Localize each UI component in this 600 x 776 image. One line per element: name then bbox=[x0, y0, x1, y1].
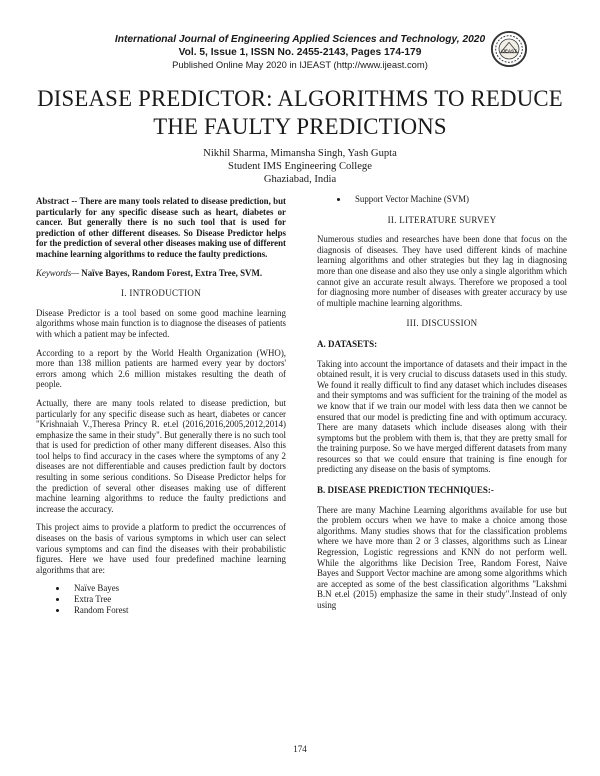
abstract-text: There are many tools related to disease prediction, but particularly for any specific disease such as heart, diabetes or cancer. But generally there is no such tool that is used for prediction of other different diseases. So Disease Predictor helps for the prediction of several other diseases making use of different machine learning algorithms to reduce the faulty predictions. bbox=[36, 196, 286, 259]
list-item: • Random Forest bbox=[68, 605, 286, 616]
keywords-label: Keywords— bbox=[36, 267, 80, 278]
paper-title: DISEASE PREDICTOR: ALGORITHMS TO REDUCE THE FAULTY PREDICTIONS bbox=[37, 86, 563, 139]
journal-logo bbox=[490, 30, 528, 68]
abstract bbox=[36, 196, 286, 260]
datasets-text: Taking into account the importance of datasets and their impact in the obtained result, it is very crucial to discuss datasets used in this study. We found it really difficult to find any dataset which includes diseases and their symptoms and was sufficient for the training of the model as we know that if we train our model with less data then we cannot be ensured that our model is predicting fine and with optimum accuracy. There are many datasets which include diseases along with their symptoms but the problem with them is, that they are pretty small for the training purpose. So we have merged different datasets from many resources so that we could ensure that training is fine enough for predicting any disease on the basis of symptoms. bbox=[317, 358, 567, 475]
svg-text:IJEAST: IJEAST bbox=[501, 48, 517, 54]
keywords bbox=[36, 268, 286, 279]
algorithm-list bbox=[36, 583, 286, 615]
intro-paragraph: Actually, there are many tools related to disease prediction, but particularly for any specific disease such as heart, diabetes or cancer "Krishnaiah V.,Theresa Princy R. et.el (2016,2016,2005,2012,2014) emphasize the same in their study". But generally there is no such tool that is used for prediction of other many different diseases. Also this tool helps to find accuracy in the cases where the symptoms of any 2 diseases are not differentiable and causes prediction fault by doctors resulting in some serious conditions. So Disease Predictor helps for the prediction of several other diseases making use of different machine learning algorithms to reduce the faulty predictions and increase the accuracy. bbox=[36, 397, 286, 514]
intro-heading: I. INTRODUCTION bbox=[121, 288, 201, 299]
algorithm-list-continued bbox=[317, 194, 567, 205]
list-item: • Support Vector Machine (SVM) bbox=[349, 194, 567, 205]
keywords-text: Naïve Bayes, Random Forest, Extra Tree, SVM. bbox=[81, 267, 263, 278]
intro-paragraph: Disease Predictor is a tool based on some good machine learning algorithms whose main function is to diagnose the diseases of patients with which a patient may be infected. bbox=[36, 307, 286, 339]
techniques-text: There are many Machine Learning algorithms available for use but the problem occurs when we have to make a choice among those algorithms. Many studies shows that for the classification problems where we have more than 2 or 3 classes, algorithms such as Linear Regression, Logistic regressions and KNN do not perform well. While the algorithms like Decision Tree, Random Forest, Naive Bayes and Support Vector machine are among some algorithms which are accepted as some of the best classification algorithms "Lakshmi B.N et.el (2015) emphasize the same in their study".Instead of only using bbox=[317, 504, 567, 610]
right-column bbox=[317, 196, 567, 619]
publication-info: Published Online May 2020 in IJEAST (http://www.ijeast.com) bbox=[172, 59, 428, 70]
subheading-techniques: B. DISEASE PREDICTION TECHNIQUES:- bbox=[317, 485, 494, 496]
literature-text: Numerous studies and researches have been done that focus on the diagnosis of diseases. They have used different kinds of machine learning algorithms and other strategies but they lag in diagnosing more than one disease and also they use only a single algorithm which cannot give an accurate result always. Therefore we proposed a tool for diagnosing more number of diseases with greater accuracy by use of multiple machine learning algorithms. bbox=[317, 234, 567, 308]
literature-heading: II. LITERATURE SURVEY bbox=[387, 214, 497, 225]
location: Ghaziabad, India bbox=[263, 174, 337, 185]
authors: Nikhil Sharma, Mimansha Singh, Yash Gupta bbox=[203, 148, 397, 159]
abstract-label: Abstract -- bbox=[36, 196, 78, 206]
intro-paragraph: This project aims to provide a platform to predict the occurrences of diseases on the basis of various symptoms in which user can select various symptoms and can find the diseases with their probabilistic figures. Here we have used four predefined machine learning algorithms that are: bbox=[36, 522, 286, 575]
list-item: • Naïve Bayes bbox=[68, 583, 286, 594]
volume-info: Vol. 5, Issue 1, ISSN No. 2455-2143, Pages 174-179 bbox=[178, 47, 422, 58]
journal-name: International Journal of Engineering Applied Sciences and Technology, 2020 bbox=[114, 34, 486, 45]
subheading-datasets: A. DATASETS: bbox=[317, 338, 378, 349]
list-item: • Extra Tree bbox=[68, 594, 286, 605]
left-column bbox=[36, 196, 286, 615]
affiliation: Student IMS Engineering College bbox=[228, 161, 372, 172]
discussion-heading: III. DISCUSSION bbox=[406, 318, 478, 329]
page-number: 174 bbox=[293, 744, 307, 754]
intro-paragraph: According to a report by the World Health Organization (WHO), more than 138 million patients are harmed every year by doctors' errors among which 2.6 million mistakes resulting the death of people. bbox=[36, 347, 286, 390]
